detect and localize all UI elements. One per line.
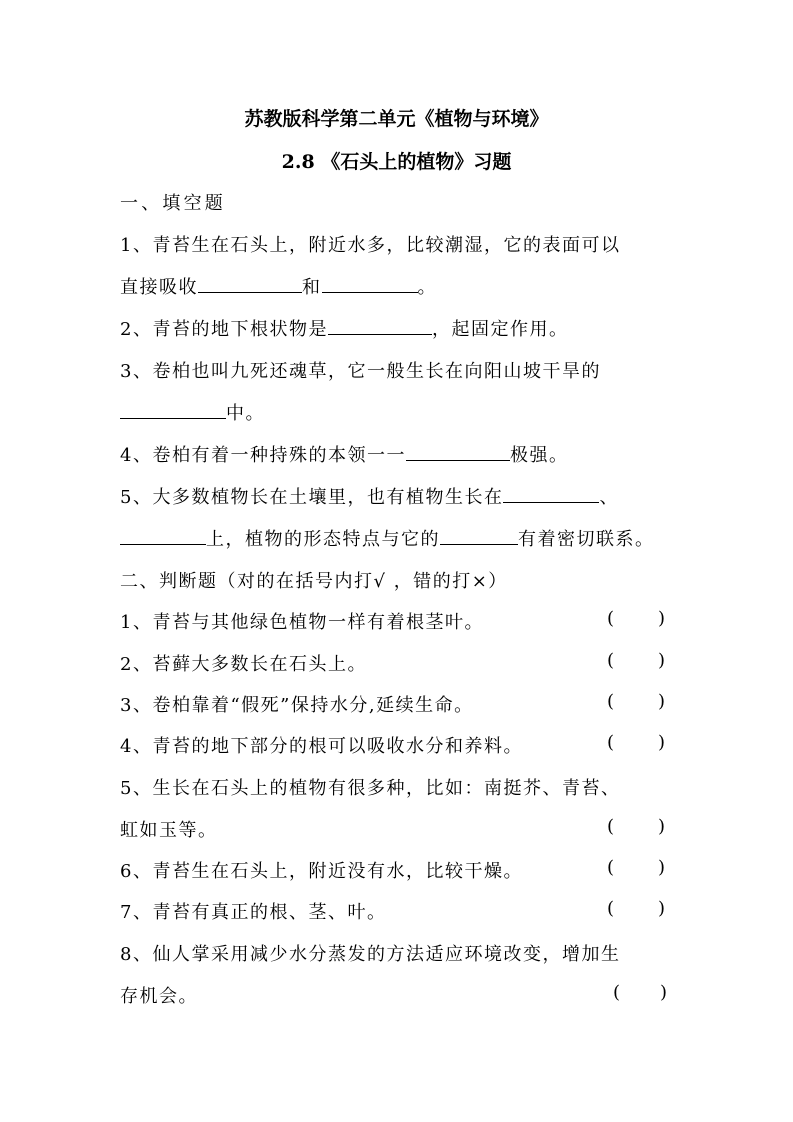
bracket-open: ( <box>607 898 615 919</box>
judge-question-7: 7、青苔有真正的根、茎、叶。 <box>120 902 387 923</box>
judge-section-heading: 二、判断题（对的在括号内打√ ，错的打×） <box>120 571 508 592</box>
fill-question-1-end: 。 <box>417 277 437 298</box>
bracket-open: ( <box>613 982 621 1003</box>
answer-brackets-6[interactable] <box>607 857 665 878</box>
answer-blank[interactable] <box>503 485 599 503</box>
answer-blank[interactable] <box>440 527 518 545</box>
judge-question-6: 6、青苔生在石头上，附近没有水，比较干燥。 <box>120 861 523 882</box>
bracket-open: ( <box>607 732 615 753</box>
fill-question-3-line-2 <box>120 399 265 425</box>
bracket-close: ) <box>658 650 666 671</box>
judge-question-1: 1、青苔与其他绿色植物一样有着根茎叶。 <box>120 612 484 633</box>
fill-question-4-text: 4、卷柏有着一种持殊的本领一一 <box>120 445 406 466</box>
fill-question-5-sep: 、 <box>599 487 619 508</box>
fill-question-1-line-2 <box>120 273 437 299</box>
fill-section-heading: 一、填空题 <box>120 193 226 214</box>
bracket-close: ) <box>658 732 666 753</box>
fill-question-3-line-1: 3、卷柏也叫九死还魂草，它一般生长在向阳山坡干旱的 <box>120 361 601 382</box>
answer-brackets-8[interactable] <box>613 982 667 1003</box>
bracket-close: ) <box>658 857 666 878</box>
answer-brackets-1[interactable] <box>607 608 665 629</box>
fill-question-3-end: 中。 <box>226 403 265 424</box>
judge-question-5-line-1: 5、生长在石头上的植物有很多种，比如：南挺芥、青苔、 <box>120 778 621 799</box>
bracket-open: ( <box>607 608 615 629</box>
fill-question-2 <box>120 315 568 341</box>
fill-question-4 <box>120 441 568 467</box>
answer-brackets-3[interactable] <box>607 691 665 712</box>
answer-blank[interactable] <box>322 275 418 293</box>
bracket-open: ( <box>607 650 615 671</box>
bracket-open: ( <box>607 816 615 837</box>
answer-blank[interactable] <box>120 527 206 545</box>
answer-brackets-7[interactable] <box>607 898 665 919</box>
fill-question-5-line-1 <box>120 483 619 509</box>
answer-blank[interactable] <box>406 443 510 461</box>
judge-question-8-line-2: 存机会。 <box>120 986 198 1007</box>
bracket-close: ) <box>658 898 666 919</box>
answer-brackets-5[interactable] <box>607 816 665 837</box>
judge-question-5-line-2: 虹如玉等。 <box>120 820 218 841</box>
fill-question-1-join: 和 <box>302 277 322 298</box>
fill-question-5-text: 5、大多数植物长在土壤里，也有植物生长在 <box>120 487 504 508</box>
bracket-open: ( <box>607 857 615 878</box>
answer-blank[interactable] <box>198 275 302 293</box>
answer-blank[interactable] <box>120 401 226 419</box>
judge-question-2: 2、苔藓大多数长在石头上。 <box>120 654 367 675</box>
lesson-subtitle: 2.8 《石头上的植物》习题 <box>281 151 512 173</box>
bracket-open: ( <box>607 691 615 712</box>
judge-question-4: 4、青苔的地下部分的根可以吸收水分和养料。 <box>120 736 523 757</box>
fill-question-5-end: 有着密切联系。 <box>518 529 655 550</box>
bracket-close: ) <box>658 816 666 837</box>
fill-question-5-mid: 上，植物的形态特点与它的 <box>206 529 440 550</box>
judge-question-8-line-1: 8、仙人掌采用减少水分蒸发的方法适应环境改变，增加生 <box>120 944 621 965</box>
bracket-close: ) <box>658 608 666 629</box>
worksheet-title: 苏教版科学第二单元《植物与环境》 <box>244 108 549 130</box>
fill-question-2-end: ，起固定作用。 <box>431 319 569 340</box>
answer-brackets-4[interactable] <box>607 732 665 753</box>
fill-question-2-text: 2、青苔的地下根状物是 <box>120 319 328 340</box>
fill-question-4-end: 极强。 <box>509 445 569 466</box>
judge-question-3: 3、卷柏靠着“假死”保持水分,延续生命。 <box>120 695 474 716</box>
fill-question-1-text: 直接吸收 <box>120 277 198 298</box>
bracket-close: ) <box>660 982 668 1003</box>
fill-question-5-line-2 <box>120 525 655 551</box>
fill-question-1-line-1: 1、青苔生在石头上，附近水多，比较潮湿，它的表面可以 <box>120 235 621 256</box>
answer-blank[interactable] <box>328 317 432 335</box>
answer-brackets-2[interactable] <box>607 650 665 671</box>
bracket-close: ) <box>658 691 666 712</box>
